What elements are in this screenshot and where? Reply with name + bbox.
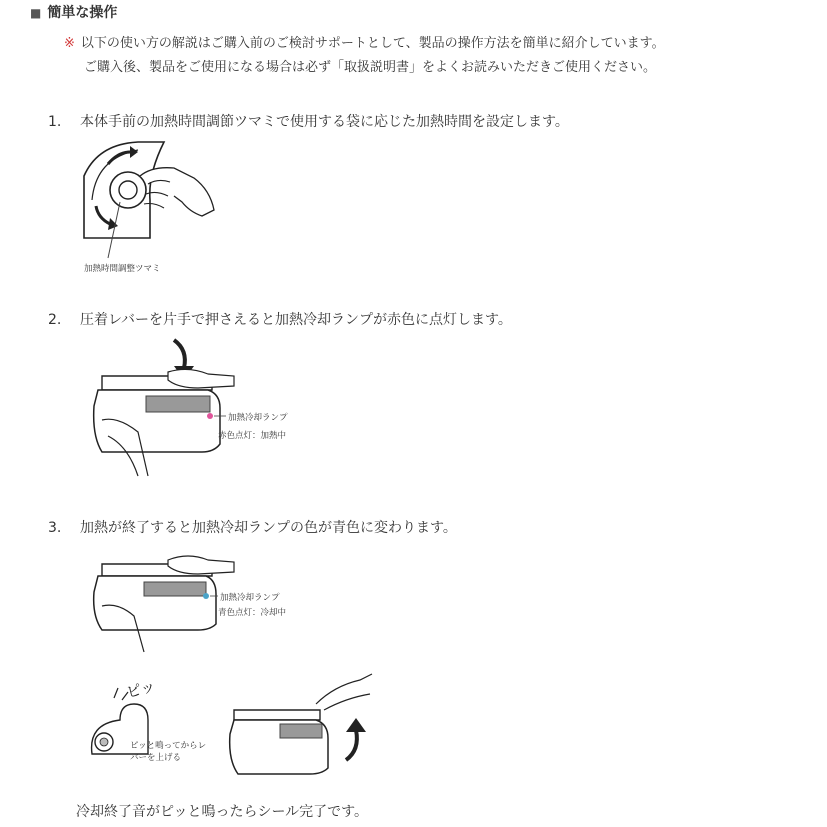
closing-text: 冷却終了音がピッと鳴ったらシール完了です。 xyxy=(76,804,369,820)
square-bullet-icon: ■ xyxy=(30,6,42,20)
note-line-1 xyxy=(64,32,665,51)
step-2 xyxy=(48,309,512,329)
note-line-2-text: ご購入後、製品をご使用になる場合は必ず「取扱説明書」をよくお読みいただきご使用ください。 xyxy=(84,60,657,75)
up-arrow-icon xyxy=(346,718,366,760)
note-mark: ※ xyxy=(64,36,75,51)
step-3-lamp-state: 青色点灯：冷却中 xyxy=(218,608,287,618)
step-1-number: 1. xyxy=(48,114,62,130)
note-line-1-text: 以下の使い方の解説はご購入前のご検討サポートとして、製品の操作方法を簡単に紹介しています。 xyxy=(80,36,665,51)
release-caption-2: バーを上げる xyxy=(130,753,182,763)
step-1 xyxy=(48,111,569,131)
step-3-lamp-label: 加熱冷却ランプ xyxy=(220,593,280,603)
step-2-text: 圧着レバーを片手で押さえると加熱冷却ランプが赤色に点灯します。 xyxy=(80,312,512,328)
step-3 xyxy=(48,517,457,537)
step-3-number: 3. xyxy=(48,520,62,536)
step-2-lamp-label: 加熱冷却ランプ xyxy=(228,413,288,423)
step-1-text: 本体手前の加熱時間調節ツマミで使用する袋に応じた加熱時間を設定します。 xyxy=(80,114,569,130)
release-caption-1: ピッと鳴ってからレ xyxy=(130,741,207,751)
section-heading xyxy=(30,2,117,22)
sound-effect: ピッ xyxy=(124,676,158,702)
step-2-number: 2. xyxy=(48,312,62,328)
cooling-figure xyxy=(88,546,318,656)
step-3-text: 加熱が終了すると加熱冷却ランプの色が青色に変わります。 xyxy=(80,520,457,536)
note-line-2 xyxy=(84,56,656,75)
knob-label: 加熱時間調整ツマミ xyxy=(84,264,161,274)
knob-figure xyxy=(78,138,228,278)
step-2-lamp-state: 赤色点灯：加熱中 xyxy=(218,431,287,441)
section-heading-text: 簡単な操作 xyxy=(47,5,118,21)
press-lever-figure xyxy=(88,336,318,486)
release-figure xyxy=(84,664,384,784)
